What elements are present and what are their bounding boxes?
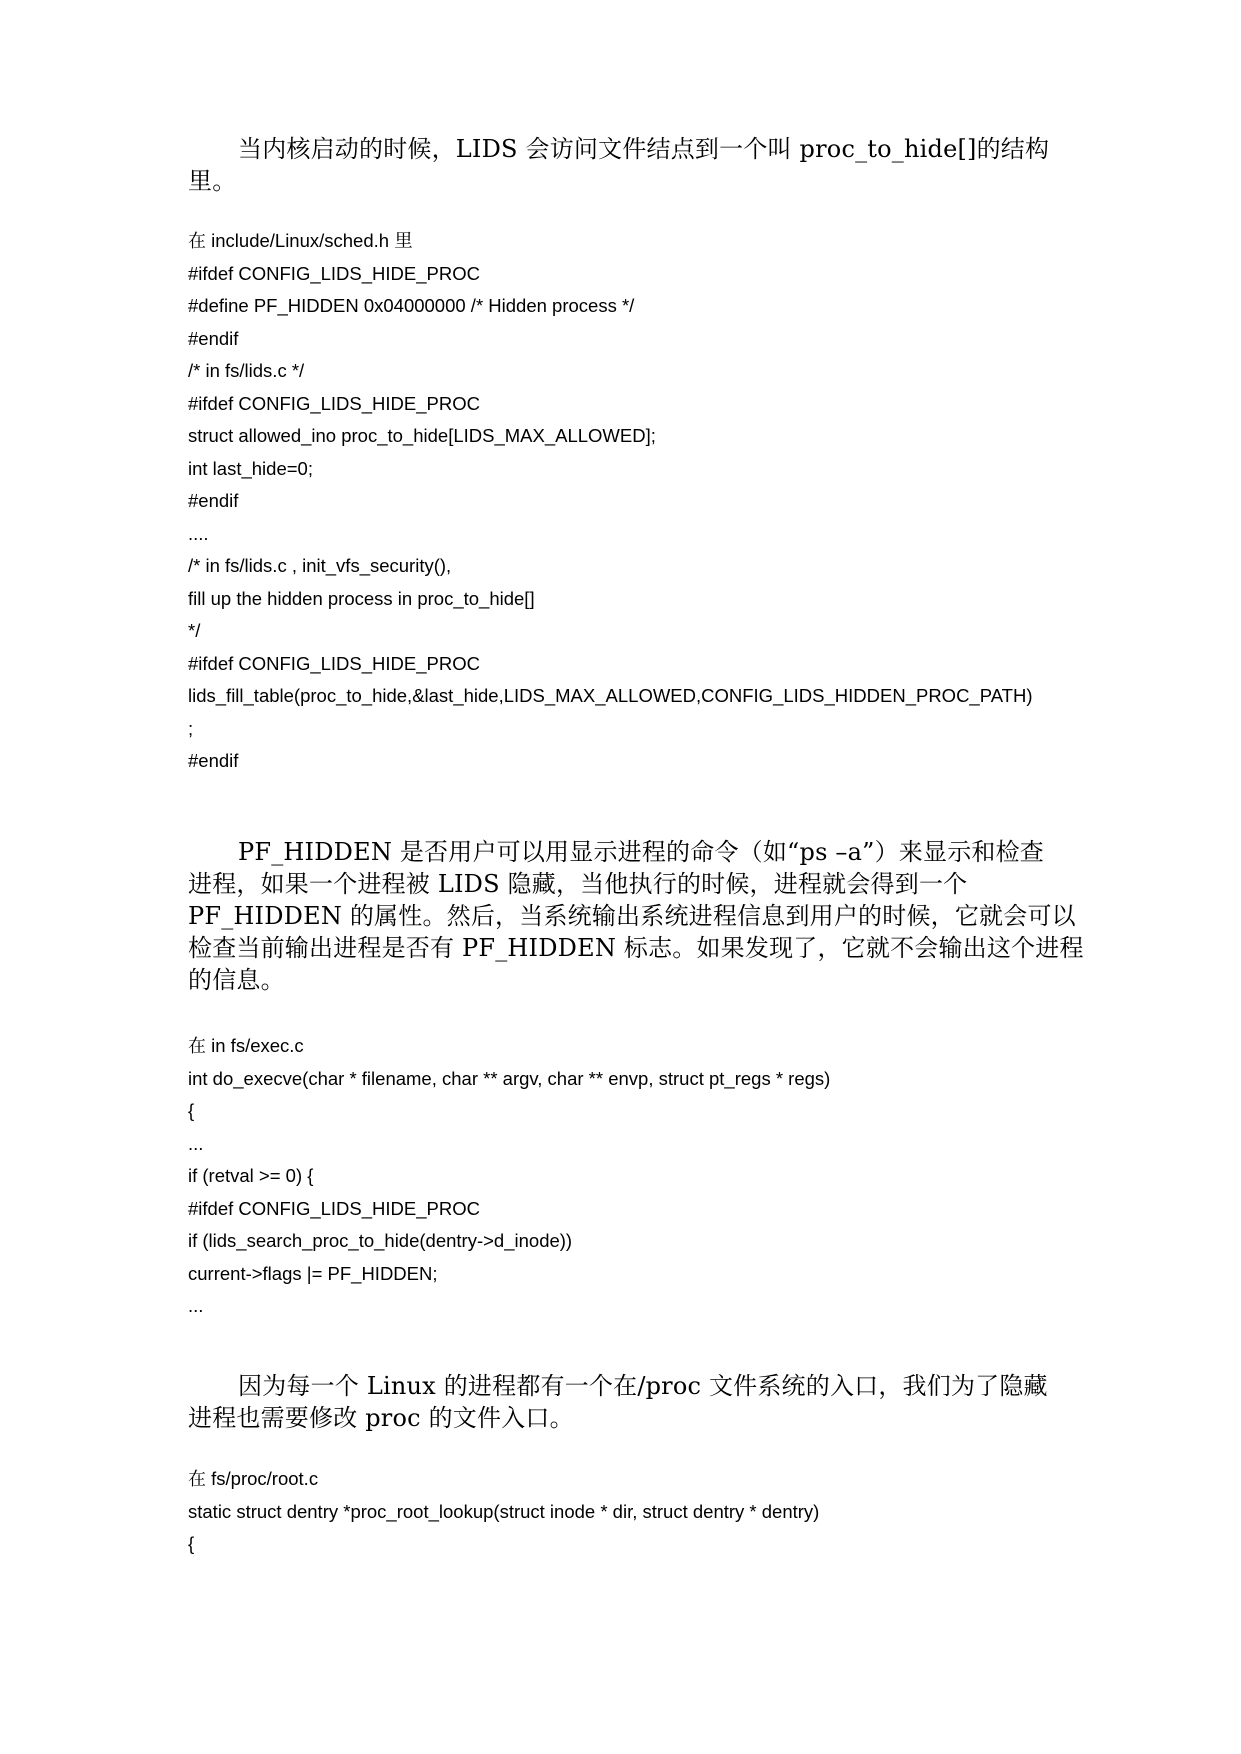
code-line: if (lids_search_proc_to_hide(dentry->d_inode)) [188, 1230, 573, 1251]
code-line: int last_hide=0; [188, 457, 313, 479]
code-line: #endif [188, 750, 239, 771]
paragraph-line: 当内核启动的时候，LIDS 会访问文件结点到一个叫 proc_to_hide[]的结构 [238, 135, 1050, 163]
paragraph-line: PF_HIDDEN 的属性。然后，当系统输出系统进程信息到用户的时候，它就会可以 [188, 902, 1076, 930]
paragraph-proc-entry [188, 1370, 1058, 1434]
paragraph-line: 进程也需要修改 proc 的文件入口。 [188, 1404, 574, 1432]
code-line: static struct dentry *proc_root_lookup(struct inode * dir, struct dentry * dentry) [188, 1500, 820, 1522]
paragraph-line: 的信息。 [188, 966, 285, 994]
code-line: fill up the hidden process in proc_to_hide[] [188, 587, 535, 609]
code-line: /* in fs/lids.c , init_vfs_security(), [188, 555, 452, 576]
paragraph-line: 因为每一个 Linux 的进程都有一个在/proc 文件系统的入口，我们为了隐藏 [238, 1372, 1048, 1400]
code-line: { [188, 1533, 195, 1554]
code-caption-text: in fs/exec.c [206, 1035, 304, 1056]
code-block-exec-c [188, 1030, 1058, 1323]
code-line: /* in fs/lids.c */ [188, 360, 305, 381]
code-line: .... [188, 522, 209, 544]
code-line: ... [188, 1295, 204, 1316]
code-line: ... [188, 1132, 204, 1154]
code-line: #ifdef CONFIG_LIDS_HIDE_PROC [188, 392, 480, 414]
code-line: current->flags |= PF_HIDDEN; [188, 1262, 438, 1284]
code-line: lids_fill_table(proc_to_hide,&last_hide,LIDS_MAX_ALLOWED,CONFIG_LIDS_HIDDEN_PROC_PATH) [188, 685, 1033, 706]
paragraph-line: 里。 [188, 167, 237, 195]
code-block-sched-h [188, 225, 1058, 778]
code-line: struct allowed_ino proc_to_hide[LIDS_MAX_ALLOWED]; [188, 425, 656, 446]
code-block-proc-root-c [188, 1463, 1058, 1561]
code-line-caption [188, 225, 1058, 258]
code-line: ; [188, 717, 194, 739]
paragraph-line: PF_HIDDEN 是否用户可以用显示进程的命令（如“ps –a”）来显示和检查 [238, 838, 1044, 866]
code-line: */ [188, 620, 201, 641]
paragraph-line: 进程，如果一个进程被 LIDS 隐藏，当他执行的时候，进程就会得到一个 [188, 870, 968, 898]
code-line: #ifdef CONFIG_LIDS_HIDE_PROC [188, 262, 480, 284]
code-line: { [188, 1100, 195, 1121]
code-caption-prefix: 在 [188, 1036, 206, 1057]
code-line: #ifdef CONFIG_LIDS_HIDE_PROC [188, 652, 480, 674]
paragraph-pf-hidden [188, 836, 1084, 996]
paragraph-line: 检查当前输出进程是否有 PF_HIDDEN 标志。如果发现了，它就不会输出这个进程 [188, 934, 1084, 962]
code-line: #define PF_HIDDEN 0x04000000 /* Hidden process */ [188, 295, 635, 316]
code-line: #ifdef CONFIG_LIDS_HIDE_PROC [188, 1197, 480, 1219]
code-line-caption [188, 1030, 1058, 1063]
paragraph-lids-proc-to-hide [188, 133, 1058, 197]
code-caption-text: include/Linux/sched.h 里 [206, 230, 413, 251]
code-caption-prefix: 在 [188, 1469, 206, 1490]
code-line: #endif [188, 490, 239, 511]
code-line: #endif [188, 327, 239, 349]
code-line-caption [188, 1463, 1058, 1496]
code-line: if (retval >= 0) { [188, 1165, 314, 1186]
code-line: int do_execve(char * filename, char ** argv, char ** envp, struct pt_regs * regs) [188, 1067, 831, 1089]
code-caption-prefix: 在 [188, 231, 206, 252]
code-caption-text: fs/proc/root.c [206, 1468, 319, 1489]
